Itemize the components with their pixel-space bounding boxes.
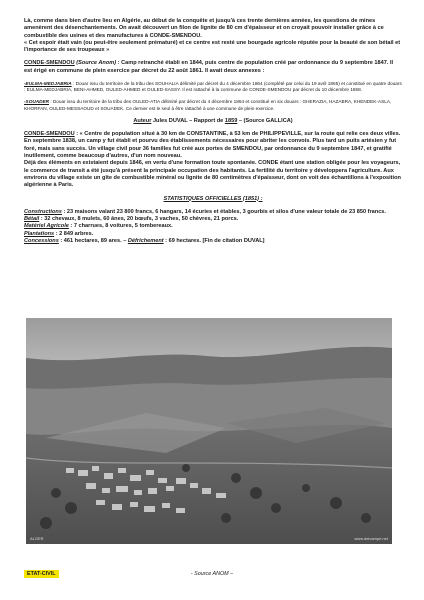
constructions-value: : 23 maisons valant 23 800 francs, 6 hangars, 14 écuries et étables, 3 gourbis et silos d'une valeur totale de 23 850 francs. xyxy=(61,208,386,215)
betail-value: : 32 chevaux, 8 mulets, 60 ânes, 20 bœufs, 3 vaches, 50 chèvres, 21 porcs. xyxy=(39,216,239,223)
duval-title: CONDE-SMENDOU xyxy=(24,131,75,138)
duval-heading-prefix: Auteur xyxy=(133,117,152,124)
aerial-village-photo xyxy=(26,318,392,544)
intro-quote: « Cet espoir était vain (ou peut-être seulement prématuré) et ce centre est resté une bourgade agricole réputée pour la beauté de son bétail et l'importance de ses troupeaux » xyxy=(24,39,401,54)
anom-text: : Camp retranché établi en 1844, puis centre de population créé par ordonnance du 9 septembre 1847. Il est érigé en commune de plein exercice par décret du 22 août 1861. Il avait deux annexes : xyxy=(24,60,394,74)
stats-betail xyxy=(24,216,402,223)
duval-heading-year: 1859 xyxy=(224,117,238,124)
stats-plantations xyxy=(24,231,402,238)
concessions-value: : 461 hectares, 89 ares. – xyxy=(58,238,128,245)
anom-title: CONDE-SMENDOU xyxy=(24,60,75,67)
duval-heading-author: Jules DUVAL – Rapport de xyxy=(151,117,225,124)
plantations-value: : 2 849 arbres. xyxy=(54,230,94,237)
annex-eulma xyxy=(24,81,402,93)
footer-source: - Source ANOM – xyxy=(190,571,234,577)
anom-paragraph xyxy=(24,60,402,75)
annex2-name: -SOUADER xyxy=(24,99,50,105)
annex1-name: -EULMA-MEDJABRIA xyxy=(24,81,72,87)
stats-materiel xyxy=(24,223,402,230)
annex1-text: : Douar issu du territoire de la tribu des SOUHALIA délimité par décret du 4 décembre 1864 (complété par celui du 19 avril 1865) et constitué en quatre douars : EULMA-MEDJABRIA, BENI-AHMED, OULED-AHMED et OULED-SASSY. Il est rattaché à la commune de CONDE-SMENDOU par décret du 10 décembre 1868. xyxy=(24,81,402,93)
concessions-label: Concessions xyxy=(24,238,59,245)
etat-civil-stamp: ETAT-CIVIL xyxy=(24,570,59,578)
anom-source: (Source Anom) xyxy=(76,60,117,67)
duval-paragraph-2: En septembre 1838, un camp y fut établi et pourvu des établissements nécessaires pour abriter les convois. Plus tard un puits artésien y fut foré, mais sans succès. Un village civil pour 36 familles fut créé aux portes de SMENDOU, par ordonnance du 9 septembre 1847, et gratifié inutilement, comme beaucoup d'autres, d'un nom nouveau. xyxy=(24,138,397,160)
materiel-value: : 7 charrues, 8 voitures, 5 tombereaux. xyxy=(68,223,173,230)
annex2-text: : Douar issu du territoire de la tribu des OULED-ATIA délimité par décret du 4 décembre 1864 et constitué en six douars : GHERAZIA, HAZABRA, KHENDEK-ASLA, KHORFAN, OULED-MESSAOUD et SOUADEK. Ce dernier est le seul à être rattaché à une commune de plein exercice. xyxy=(24,99,392,111)
photo-credit-right: www.delcampe.net xyxy=(354,536,388,541)
defrichement-value: : 69 hectares. xyxy=(163,238,203,245)
duval-paragraph-3: Déjà des éléments en existaient depuis 1846, en vertu d'une formation toute spontanée. CONDE étant une station obligée pour les voyageurs, le commerce de transit a été jusqu'à présent la principale occupation des habitants. La fertilité du territoire y développera l'agriculture. Aux environs du village existe un gîte de combustible minéral ou lignite de 80 centimètres d'épaisseur, dont on voit des échantillons à l'exposition algérienne à Paris. xyxy=(24,160,401,189)
materiel-label: Matériel Agricole xyxy=(24,223,69,230)
citation-end: [Fin de citation DUVAL] xyxy=(202,238,265,245)
stats-heading: STATISTIQUES OFFICIELLES (1851) : xyxy=(163,195,263,202)
constructions-label: Constructions xyxy=(24,208,62,215)
duval-p1: : « Centre de population situé à 30 km de CONSTANTINE, à 53 km de PHILIPPEVILLE, sur la route qui relie ces deux villes. xyxy=(74,131,401,138)
document-body xyxy=(24,18,402,245)
intro-paragraph: Là, comme dans bien d'autre lieu en Algérie, au début de la conquête et jusqu'à ces trente dernières années, les questions de mines amenèrent des désenchantements. On avait découvert un filon de lignite de 80 cm d'épaisseur et on croyait pouvoir installer grâce à ce combustible des usines et des manufactures à CONDE-SMENDOU. xyxy=(24,18,384,39)
duval-heading xyxy=(24,118,402,125)
annex-souader xyxy=(24,99,402,111)
duval-heading-source: – (Source GALLICA) xyxy=(237,117,293,124)
duval-paragraph-1 xyxy=(24,131,402,138)
plantations-label: Plantations xyxy=(24,230,55,237)
defrichement-label: Défrichement xyxy=(127,238,164,245)
photo-illustration xyxy=(26,318,392,544)
betail-label: Bétail xyxy=(24,216,40,223)
stats-concessions xyxy=(24,238,402,245)
stats-constructions xyxy=(24,209,402,216)
photo-credit-left: ALGER xyxy=(30,536,44,541)
